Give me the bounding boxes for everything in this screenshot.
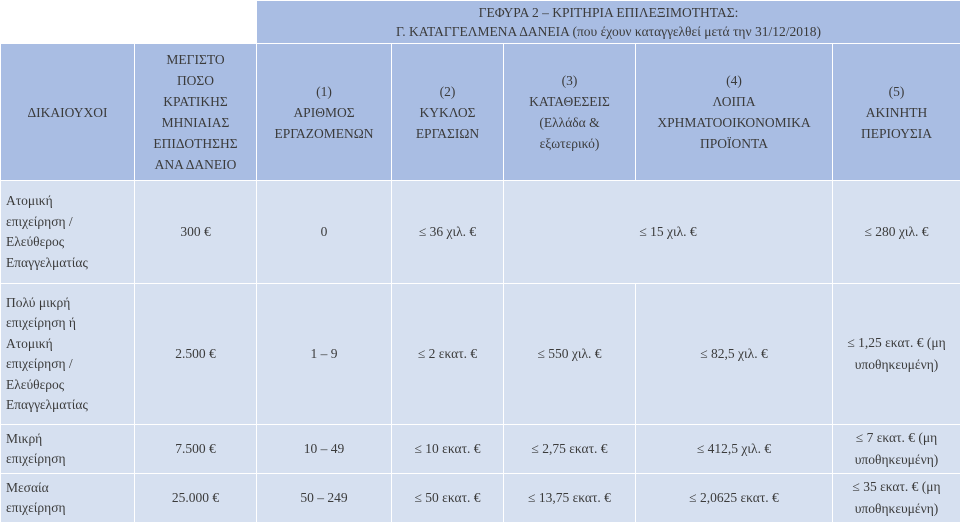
header-deposits <box>504 44 636 181</box>
cell-property-line: υποθηκευμένη) <box>837 354 956 376</box>
header-employees-line: ΕΡΓΑΖΟΜΕΝΩΝ <box>259 123 389 144</box>
header-max-amount-line: ΜΗΝΙΑΙΑΣ <box>137 112 254 133</box>
header-max-amount-line: ΠΟΣΟ <box>137 70 254 91</box>
header-financial-line: (4) <box>638 70 830 91</box>
cell-turnover: ≤ 50 εκατ. € <box>392 474 504 523</box>
header-deposits-line: (3) <box>506 70 633 91</box>
header-turnover-line: ΕΡΓΑΣΙΩΝ <box>394 123 501 144</box>
header-turnover-line: (2) <box>394 81 501 102</box>
cell-deposits-financial: ≤ 15 χιλ. € <box>504 181 833 284</box>
cell-deposits: ≤ 550 χιλ. € <box>504 284 636 425</box>
cell-property-line: υποθηκευμένη) <box>837 449 956 471</box>
header-turnover <box>392 44 504 181</box>
cell-property-line: υποθηκευμένη) <box>837 498 956 520</box>
cell-turnover: ≤ 36 χιλ. € <box>392 181 504 284</box>
header-beneficiaries-text: ΔΙΚΑΙΟΥΧΟΙ <box>28 105 108 120</box>
cell-max-amount: 7.500 € <box>135 425 257 474</box>
cell-property-line: ≤ 280 χιλ. € <box>864 224 928 239</box>
cell-turnover: ≤ 10 εκατ. € <box>392 425 504 474</box>
blank-corner <box>1 1 257 44</box>
row-label-line: Επαγγελματίας <box>6 253 130 274</box>
header-max-amount-line: ΚΡΑΤΙΚΗΣ <box>137 91 254 112</box>
header-deposits-line: ΚΑΤΑΘΕΣΕΙΣ <box>506 91 633 112</box>
header-property-line: ΠΕΡΙΟΥΣΙΑ <box>835 123 958 144</box>
header-deposits-line: εξωτερικό) <box>506 133 633 154</box>
cell-property-line: ≤ 1,25 εκατ. € (μη <box>837 332 956 354</box>
header-beneficiaries <box>1 44 135 181</box>
title-row <box>1 1 960 44</box>
header-row <box>1 44 960 181</box>
header-employees-line: (1) <box>259 81 389 102</box>
cell-property <box>833 474 960 523</box>
cell-property-line: ≤ 7 εκατ. € (μη <box>837 427 956 449</box>
row-label-line: επιχείρηση / <box>6 212 130 233</box>
cell-property <box>833 284 960 425</box>
header-property <box>833 44 960 181</box>
cell-deposits: ≤ 13,75 εκατ. € <box>504 474 636 523</box>
table-row <box>1 474 960 523</box>
cell-financial: ≤ 2,0625 εκατ. € <box>636 474 833 523</box>
header-employees <box>257 44 392 181</box>
header-financial-line: ΛΟΙΠΑ <box>638 91 830 112</box>
row-label-line: Ελεύθερος <box>6 375 130 396</box>
header-financial-line: ΧΡΗΜΑΤΟΟΙΚΟΝΟΜΙΚΑ <box>638 112 830 133</box>
cell-employees: 0 <box>257 181 392 284</box>
header-deposits-line: (Ελλάδα & <box>506 112 633 133</box>
header-max-amount <box>135 44 257 181</box>
cell-max-amount: 2.500 € <box>135 284 257 425</box>
cell-property <box>833 181 960 284</box>
row-label-line: επιχείρηση / <box>6 354 130 375</box>
row-label-line: Ατομική <box>6 334 130 355</box>
table-row <box>1 425 960 474</box>
row-label-line: Ελεύθερος <box>6 232 130 253</box>
table-row <box>1 284 960 425</box>
row-label-line: Μικρή <box>6 429 130 450</box>
cell-max-amount: 25.000 € <box>135 474 257 523</box>
header-max-amount-line: ΑΝΑ ΔΑΝΕΙΟ <box>137 154 254 175</box>
row-label <box>1 284 135 425</box>
cell-employees: 50 – 249 <box>257 474 392 523</box>
row-label-line: Πολύ μικρή <box>6 293 130 314</box>
header-max-amount-line: ΜΕΓΙΣΤΟ <box>137 49 254 70</box>
row-label-line: επιχείρηση <box>6 449 130 470</box>
cell-employees: 10 – 49 <box>257 425 392 474</box>
cell-max-amount: 300 € <box>135 181 257 284</box>
row-label <box>1 425 135 474</box>
row-label-line: Ατομική <box>6 191 130 212</box>
cell-financial: ≤ 82,5 χιλ. € <box>636 284 833 425</box>
table-title <box>257 1 960 44</box>
table-row <box>1 181 960 284</box>
cell-deposits: ≤ 2,75 εκατ. € <box>504 425 636 474</box>
cell-employees: 1 – 9 <box>257 284 392 425</box>
header-max-amount-line: ΕΠΙΔΟΤΗΣΗΣ <box>137 133 254 154</box>
cell-property-line: ≤ 35 εκατ. € (μη <box>837 476 956 498</box>
title-line-2: Γ. ΚΑΤΑΓΓΕΛΜΕΝΑ ΔΑΝΕΙΑ (που έχουν καταγγελθεί μετά την 31/12/2018) <box>261 22 956 41</box>
header-turnover-line: ΚΥΚΛΟΣ <box>394 102 501 123</box>
title-line-1: ΓΕΦΥΡΑ 2 – ΚΡΙΤΗΡΙΑ ΕΠΙΛΕΞΙΜΟΤΗΤΑΣ: <box>261 3 956 22</box>
header-financial-line: ΠΡΟΪΟΝΤΑ <box>638 133 830 154</box>
row-label <box>1 181 135 284</box>
header-employees-line: ΑΡΙΘΜΟΣ <box>259 102 389 123</box>
row-label-line: επιχείρηση ή <box>6 313 130 334</box>
cell-property <box>833 425 960 474</box>
header-financial <box>636 44 833 181</box>
row-label-line: επιχείρηση <box>6 498 130 519</box>
row-label-line: Μεσαία <box>6 478 130 499</box>
cell-financial: ≤ 412,5 χιλ. € <box>636 425 833 474</box>
header-property-line: ΑΚΙΝΗΤΗ <box>835 102 958 123</box>
row-label-line: Επαγγελματίας <box>6 395 130 416</box>
header-property-line: (5) <box>835 81 958 102</box>
cell-turnover: ≤ 2 εκατ. € <box>392 284 504 425</box>
row-label <box>1 474 135 523</box>
